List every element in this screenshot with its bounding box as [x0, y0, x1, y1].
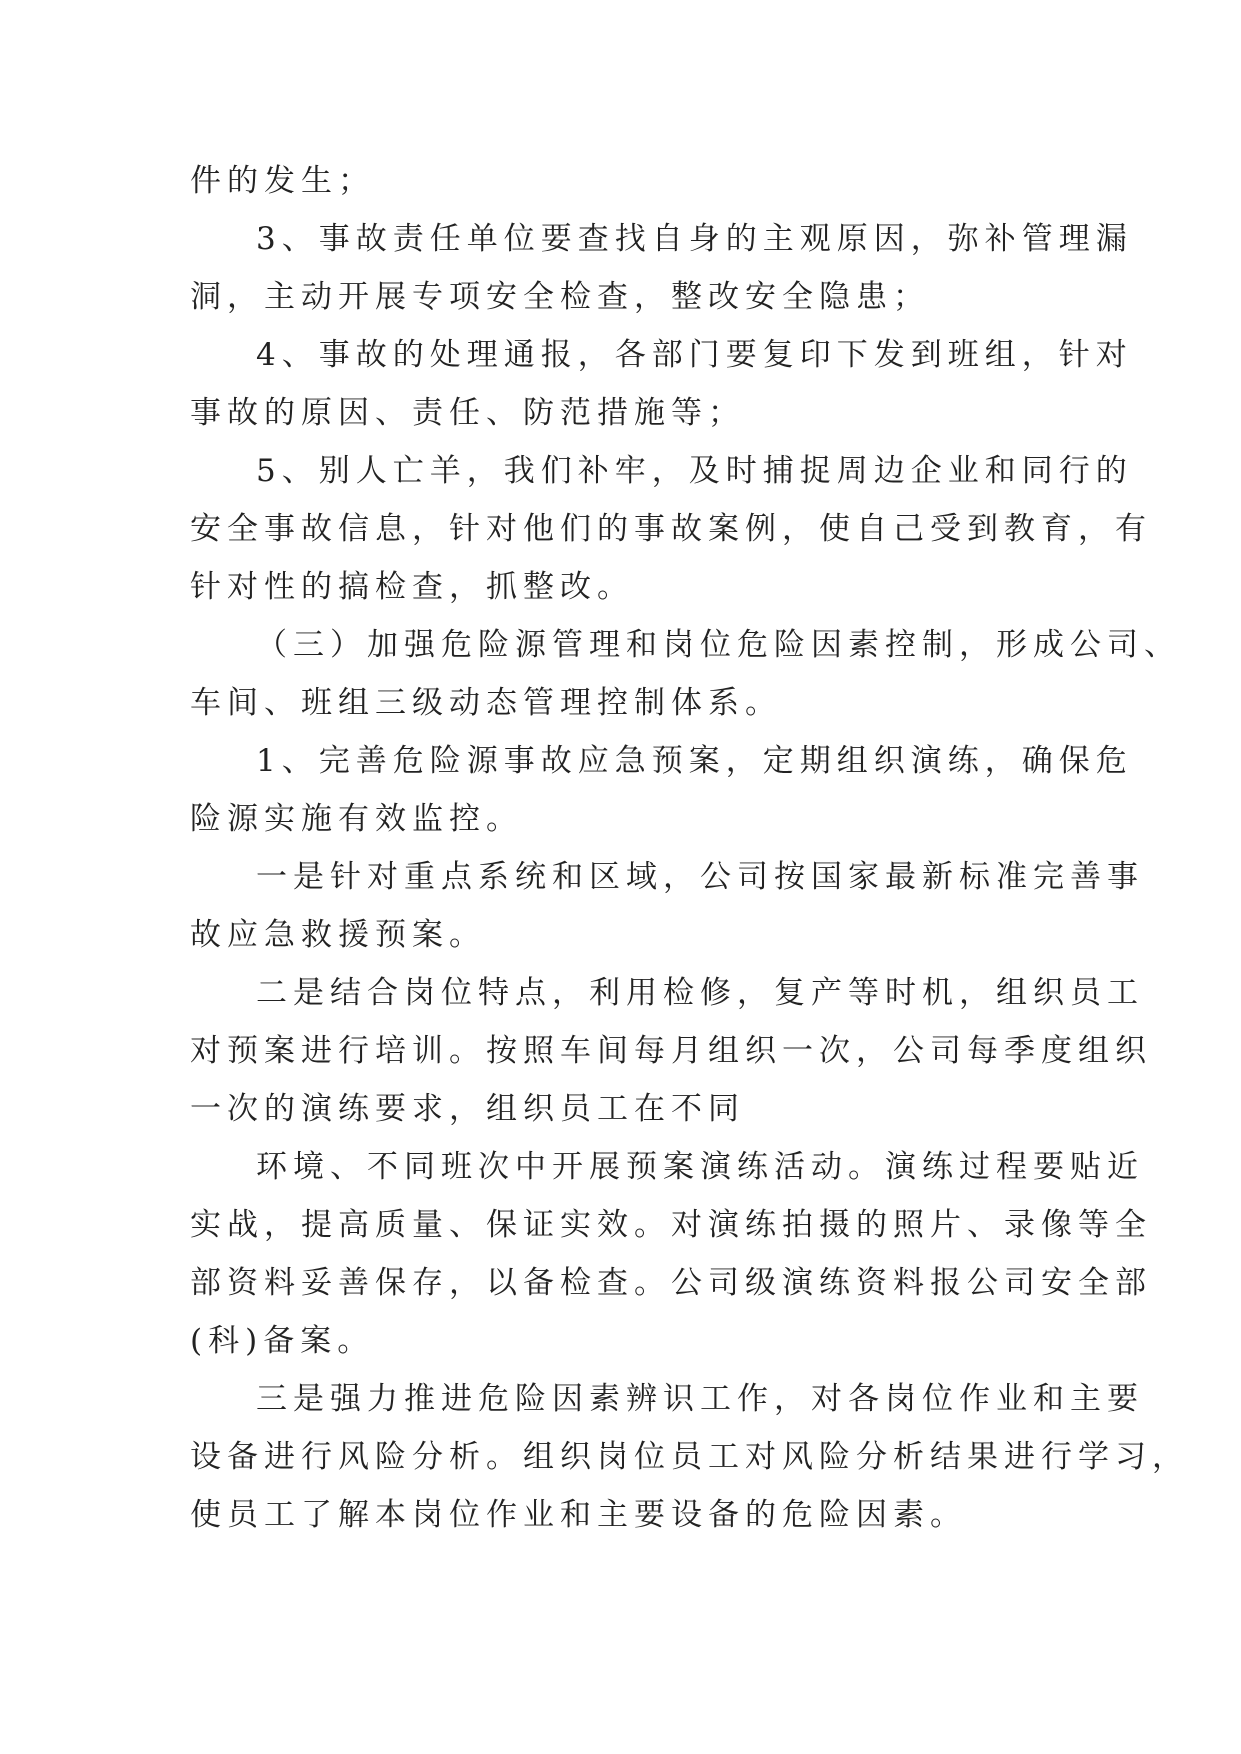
- text-line: 一次的演练要求，组织员工在不同: [190, 1091, 745, 1127]
- text-line: 设备进行风险分析。组织岗位员工对风险分析结果进行学习，: [190, 1439, 1189, 1475]
- text-line: 5、别人亡羊，我们补牢，及时捕捉周边企业和同行的: [256, 453, 1133, 489]
- text-line: 环境、不同班次中开展预案演练活动。演练过程要贴近: [256, 1149, 1144, 1185]
- text-line: 一是针对重点系统和区域，公司按国家最新标准完善事: [256, 859, 1144, 895]
- document-body: [190, 152, 1189, 1544]
- text-line: 件的发生；: [190, 163, 375, 199]
- text-line: （三）加强危险源管理和岗位危险因素控制，形成公司、: [256, 627, 1181, 663]
- text-line: 故应急救援预案。: [190, 917, 486, 953]
- text-line: 针对性的搞检查，抓整改。: [190, 569, 634, 605]
- text-line: 三是强力推进危险因素辨识工作，对各岗位作业和主要: [256, 1381, 1144, 1417]
- text-line: 安全事故信息，针对他们的事故案例，使自己受到教育，有: [190, 511, 1152, 547]
- text-line: 实战，提高质量、保证实效。对演练拍摄的照片、录像等全: [190, 1207, 1152, 1243]
- text-line: 险源实施有效监控。: [190, 801, 523, 837]
- text-line: 事故的原因、责任、防范措施等；: [190, 395, 745, 431]
- text-line: 洞，主动开展专项安全检查，整改安全隐患；: [190, 279, 930, 315]
- text-line: 3、事故责任单位要查找自身的主观原因，弥补管理漏: [256, 221, 1133, 257]
- text-line: 使员工了解本岗位作业和主要设备的危险因素。: [190, 1497, 967, 1533]
- text-line: (科)备案。: [190, 1323, 375, 1359]
- text-line: 二是结合岗位特点，利用检修，复产等时机，组织员工: [256, 975, 1144, 1011]
- text-line: 部资料妥善保存，以备检查。公司级演练资料报公司安全部: [190, 1265, 1152, 1301]
- text-line: 4、事故的处理通报，各部门要复印下发到班组，针对: [256, 337, 1133, 373]
- text-line: 对预案进行培训。按照车间每月组织一次，公司每季度组织: [190, 1033, 1152, 1069]
- text-line: 车间、班组三级动态管理控制体系。: [190, 685, 782, 721]
- text-line: 1、完善危险源事故应急预案，定期组织演练，确保危: [256, 743, 1133, 779]
